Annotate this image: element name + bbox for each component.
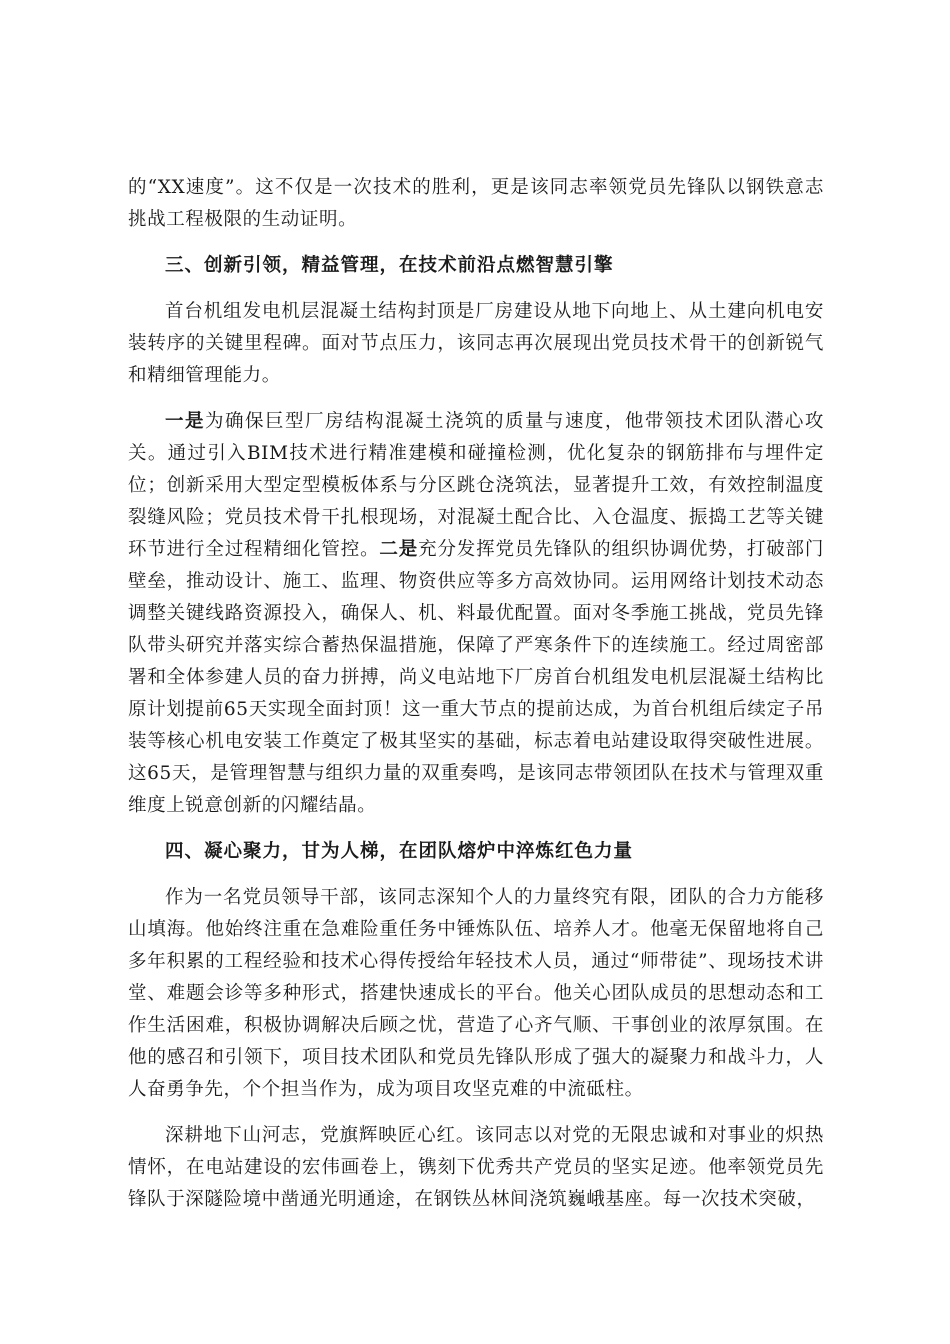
paragraph-measures: [128, 406, 824, 822]
section-heading-4: 四、凝心聚力，甘为人梯，在团队熔炉中淬炼红色力量: [165, 841, 634, 862]
document-body: [128, 172, 824, 1230]
measures-text-second: 充分发挥党员先锋队的组织协调优势，打破部门壁垒，推动设计、施工、监理、物资供应等多方高效协同。运用网络计划技术动态调整关键线路资源投入，确保人、机、料最优配置。面对冬季施工挑战，党员先锋队带头研究并落实综合蓄热保温措施，保障了严寒条件下的连续施工。经过周密部署和全体参建人员的奋力拼搏，尚义电站地下厂房首台机组发电机层混凝土结构比原计划提前65天实现全面封顶！这一重大节点的提前达成，为首台机组后续定子吊装等核心机电安装工作奠定了极其坚实的基础，标志着电站建设取得突破性进展。这65天，是管理智慧与组织力量的双重奏鸣，是该同志带领团队在技术与管理双重维度上锐意创新的闪耀结晶。: [128, 539, 824, 816]
lead-first: 一是: [165, 411, 205, 432]
paragraph-continued: 的“XX速度”。这不仅是一次技术的胜利，更是该同志率领党员先锋队以钢铁意志挑战工程极限的生动证明。: [128, 177, 824, 230]
paragraph-milestone: 首台机组发电机层混凝土结构封顶是厂房建设从地下向地上、从土建向机电安装转序的关键里程碑。面对节点压力，该同志再次展现出党员技术骨干的创新锐气和精细管理能力。: [128, 301, 824, 386]
section-heading-3: 三、创新引领，精益管理，在技术前沿点燃智慧引擎: [165, 255, 614, 276]
lead-second: 二是: [379, 539, 419, 560]
paragraph-team: 作为一名党员领导干部，该同志深知个人的力量终究有限，团队的合力方能移山填海。他始终注重在急难险重任务中锤炼队伍、培养人才。他毫无保留地将自己多年积累的工程经验和技术心得传授给年轻技术人员，通过“师带徒”、现场技术讲堂、难题会诊等多种形式，搭建快速成长的平台。他关心团队成员的思想动态和工作生活困难，积极协调解决后顾之忧，营造了心齐气顺、干事创业的浓厚氛围。在他的感召和引领下，项目技术团队和党员先锋队形成了强大的凝聚力和战斗力，人人奋勇争先，个个担当作为，成为项目攻坚克难的中流砥柱。: [128, 887, 824, 1100]
paragraph-summary: 深耕地下山河志，党旗辉映匠心红。该同志以对党的无限忠诚和对事业的炽热情怀，在电站建设的宏伟画卷上，镌刻下优秀共产党员的坚实足迹。他率领党员先锋队于深隧险境中凿通光明通途，在钢铁丛林间浇筑巍峨基座。每一次技术突破，: [128, 1125, 824, 1210]
measures-text-first: 为确保巨型厂房结构混凝土浇筑的质量与速度，他带领技术团队潜心攻关。通过引入BIM技术进行精准建模和碰撞检测，优化复杂的钢筋排布与埋件定位；创新采用大型定型模板体系与分区跳仓浇筑法，显著提升工效，有效控制温度裂缝风险；党员技术骨干扎根现场，对混凝土配合比、入仓温度、振捣工艺等关键环节进行全过程精细化管控。: [128, 411, 824, 560]
